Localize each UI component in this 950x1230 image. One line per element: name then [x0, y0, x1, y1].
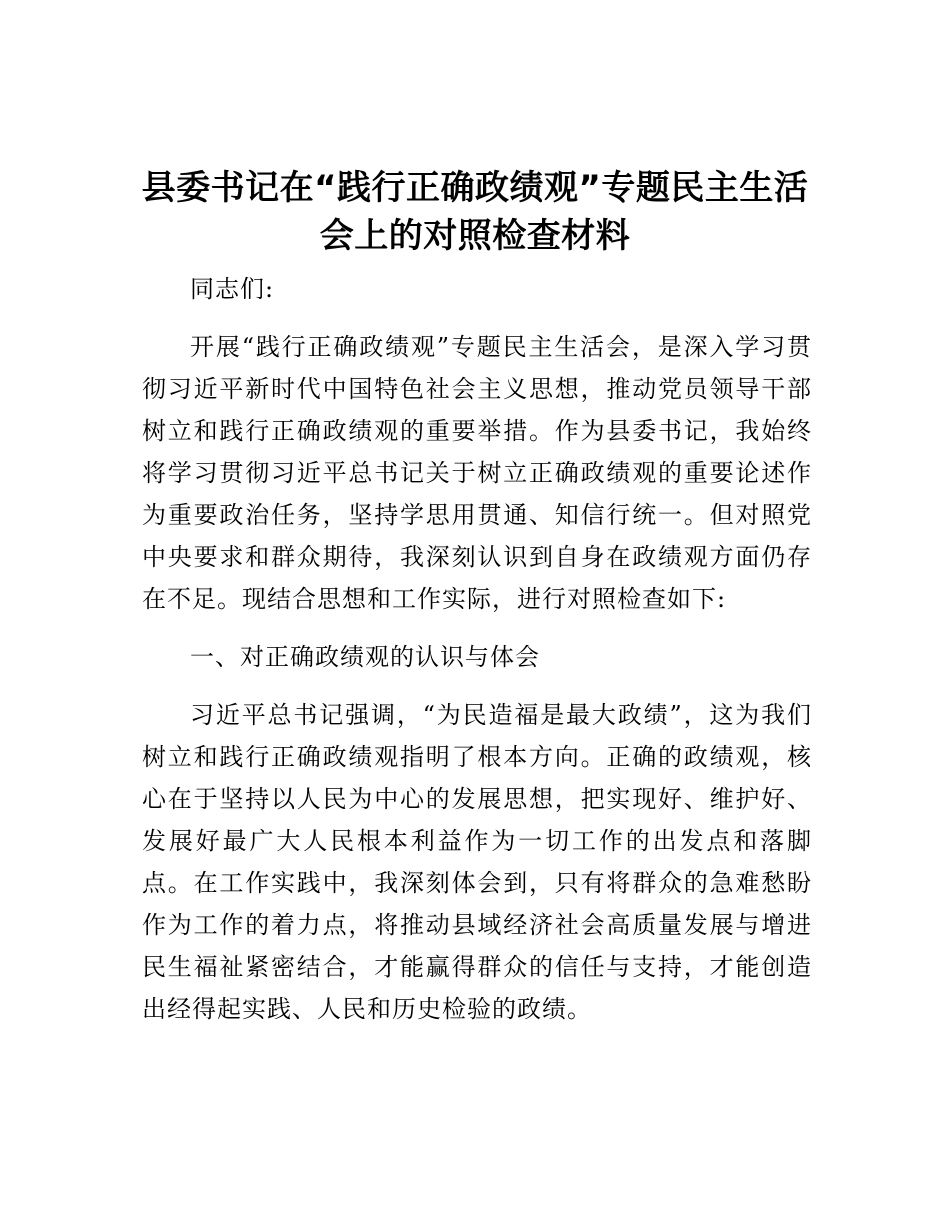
- title-line-1: 县委书记在“践行正确政绩观”专题民主生活: [141, 168, 809, 208]
- document-body: [142, 268, 812, 1030]
- document-title: [100, 164, 850, 260]
- salutation: 同志们:: [190, 275, 275, 303]
- section-heading-1: 一、对正确政绩观的认识与体会: [190, 643, 540, 671]
- paragraph-intro: 开展“践行正确政绩观”专题民主生活会，是深入学习贯彻习近平新时代中国特色社会主义思想，推动党员领导干部树立和践行正确政绩观的重要举措。作为县委书记，我始终将学习贯彻习近平总书记关于树立正确政绩观的重要论述作为重要政治任务，坚持学思用贯通、知信行统一。但对照党中央要求和群众期待，我深刻认识到自身在政绩观方面仍存在不足。现结合思想和工作实际，进行对照检查如下:: [142, 333, 812, 613]
- title-line-2: 会上的对照检查材料: [319, 216, 631, 256]
- paragraph-section-1: 习近平总书记强调，“为民造福是最大政绩”，这为我们树立和践行正确政绩观指明了根本方向。正确的政绩观，核心在于坚持以人民为中心的发展思想，把实现好、维护好、发展好最广大人民根本利益作为一切工作的出发点和落脚点。在工作实践中，我深刻体会到，只有将群众的急难愁盼作为工作的着力点，将推动县域经济社会高质量发展与增进民生福祉紧密结合，才能赢得群众的信任与支持，才能创造出经得起实践、人民和历史检验的政绩。: [142, 701, 812, 1023]
